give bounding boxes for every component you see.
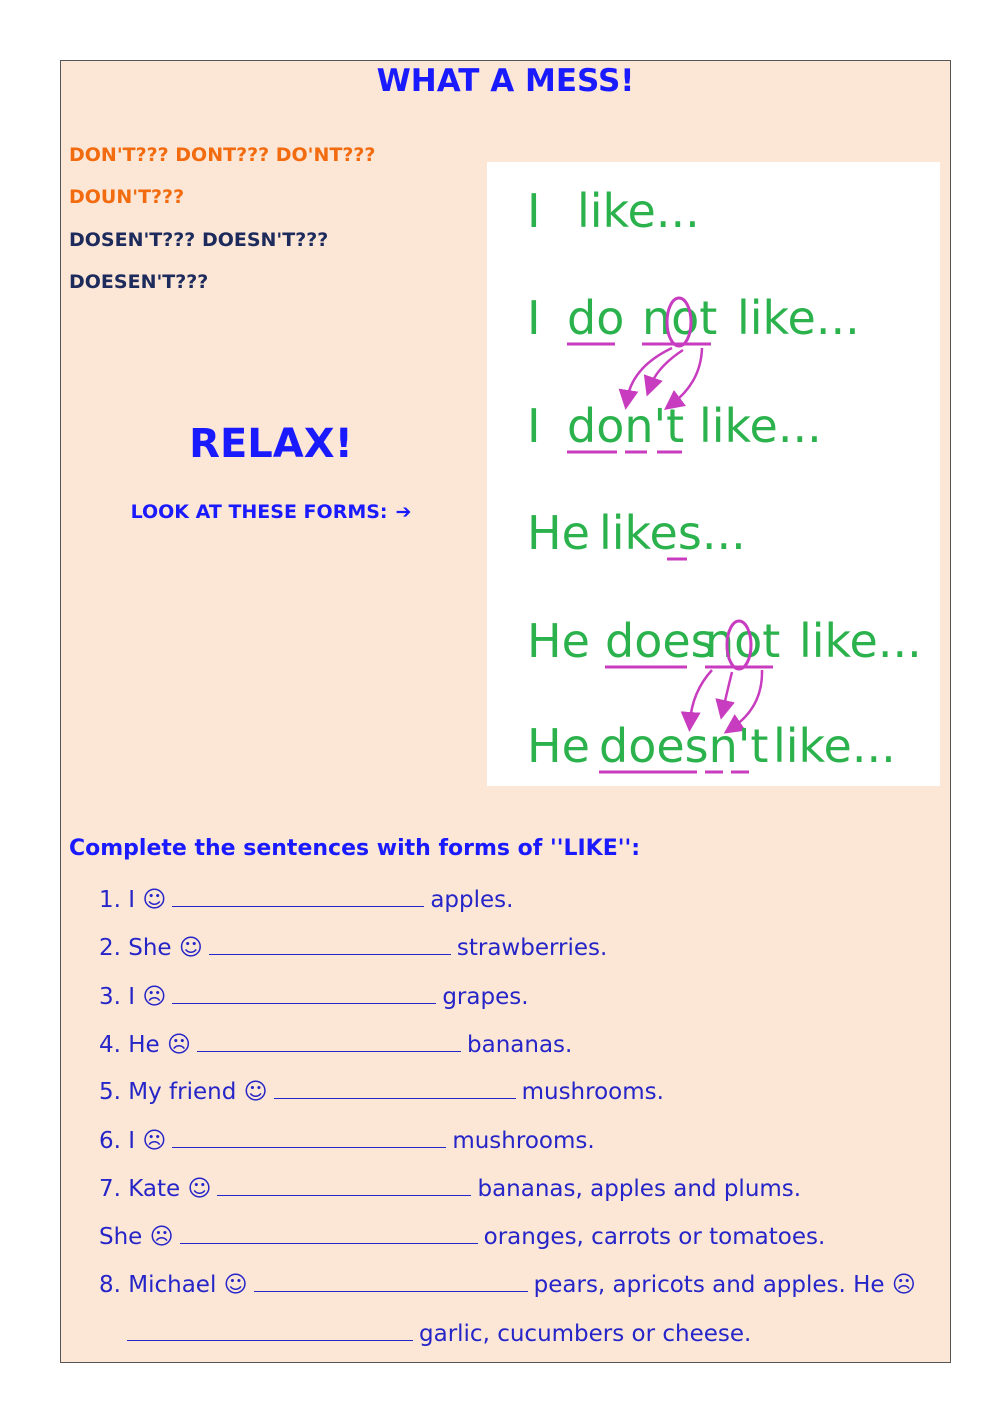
answer-blank[interactable] — [180, 1223, 478, 1244]
illus-line-4-subject: He — [527, 506, 590, 560]
exercise-prefix: 7. Kate ☺ — [99, 1176, 212, 1202]
exercise-suffix: strawberries. — [456, 935, 608, 961]
answer-blank[interactable] — [197, 1031, 461, 1052]
illus-line-4-verb: likes... — [599, 506, 746, 560]
exercise-line-1 — [99, 886, 513, 913]
misspelling-line-4: DOESEN'T??? — [69, 271, 209, 293]
exercise-suffix: apples. — [430, 887, 514, 913]
exercise-suffix: oranges, carrots or tomatoes. — [483, 1224, 826, 1250]
answer-blank[interactable] — [274, 1078, 516, 1099]
misspelling-line-2: DOUN'T??? — [69, 186, 185, 208]
misspelling-line-1: DON'T??? DONT??? DO'NT??? — [69, 144, 376, 166]
illus-line-2-not: not — [642, 291, 718, 345]
exercise-line-2 — [99, 934, 607, 961]
illus-line-3-subject: I — [527, 399, 541, 453]
illus-line-1-subject: I — [527, 184, 541, 238]
exercise-prefix: 6. I ☹ — [99, 1128, 167, 1154]
arrow-2 — [650, 350, 683, 387]
worksheet — [60, 60, 951, 1363]
handwriting-svg — [487, 162, 940, 786]
exercise-line-8 — [99, 1271, 916, 1298]
arrow-4 — [690, 670, 712, 722]
exercise-suffix: pears, apricots and apples. He ☹ — [533, 1272, 916, 1298]
look-at-text: LOOK AT THESE FORMS: — [130, 501, 388, 523]
misspelling-line-3: DOSEN'T??? DOESN'T??? — [69, 229, 329, 251]
exercise-prefix: 4. He ☹ — [99, 1032, 191, 1058]
exercise-line-5 — [99, 1078, 664, 1105]
exercise-prefix: 1. I ☺ — [99, 887, 167, 913]
illus-line-5-not: not — [705, 614, 781, 668]
exercise-line-7 — [99, 1175, 801, 1202]
exercise-prefix: 8. Michael ☺ — [99, 1272, 248, 1298]
arrow-1 — [627, 348, 672, 400]
arrow-3 — [672, 348, 702, 404]
exercise-line-3 — [99, 983, 529, 1010]
answer-blank[interactable] — [217, 1175, 471, 1196]
exercise-line-6 — [99, 1127, 595, 1154]
illus-line-2-verb: like... — [737, 291, 860, 345]
exercise-prefix: 5. My friend ☺ — [99, 1079, 268, 1105]
illus-line-1-verb: like... — [577, 184, 700, 238]
exercise-suffix: grapes. — [442, 984, 529, 1010]
exercise-suffix: bananas, apples and plums. — [477, 1176, 802, 1202]
illus-line-3-aux: don't — [567, 399, 685, 453]
relax-heading: RELAX! — [189, 421, 353, 467]
exercise-prefix: 2. She ☺ — [99, 935, 203, 961]
exercise-suffix: mushrooms. — [452, 1128, 595, 1154]
illus-line-6-verb: like... — [773, 719, 896, 773]
answer-blank[interactable] — [254, 1271, 528, 1292]
illus-line-3-verb: like... — [699, 399, 822, 453]
worksheet-title: WHAT A MESS! — [376, 63, 635, 99]
handwritten-forms-illustration — [487, 162, 940, 786]
illus-line-6-aux: doesn't — [599, 719, 769, 773]
exercise-prefix: 3. I ☹ — [99, 984, 167, 1010]
exercise-line-8b — [127, 1320, 751, 1347]
look-at-forms-label — [61, 501, 481, 523]
answer-blank[interactable] — [172, 886, 424, 907]
exercise-instruction: Complete the sentences with forms of ''LIKE'': — [69, 836, 641, 861]
exercise-line-7b — [99, 1223, 825, 1250]
exercise-prefix: She ☹ — [99, 1224, 174, 1250]
exercise-suffix: bananas. — [467, 1032, 573, 1058]
answer-blank[interactable] — [209, 934, 451, 955]
illus-line-5-verb: like... — [799, 614, 922, 668]
exercise-suffix: garlic, cucumbers or cheese. — [419, 1321, 752, 1347]
arrow-5 — [723, 672, 732, 710]
illus-line-5-subject: He — [527, 614, 590, 668]
answer-blank[interactable] — [172, 983, 436, 1004]
exercise-suffix: mushrooms. — [521, 1079, 664, 1105]
illus-line-2-aux: do — [567, 291, 625, 345]
illus-line-6-subject: He — [527, 719, 590, 773]
illus-line-5-aux: does — [605, 614, 715, 668]
exercise-line-4 — [99, 1031, 572, 1058]
right-arrow-icon: ➔ — [395, 501, 412, 523]
answer-blank[interactable] — [127, 1320, 413, 1341]
answer-blank[interactable] — [172, 1127, 446, 1148]
illus-line-2-subject: I — [527, 291, 541, 345]
